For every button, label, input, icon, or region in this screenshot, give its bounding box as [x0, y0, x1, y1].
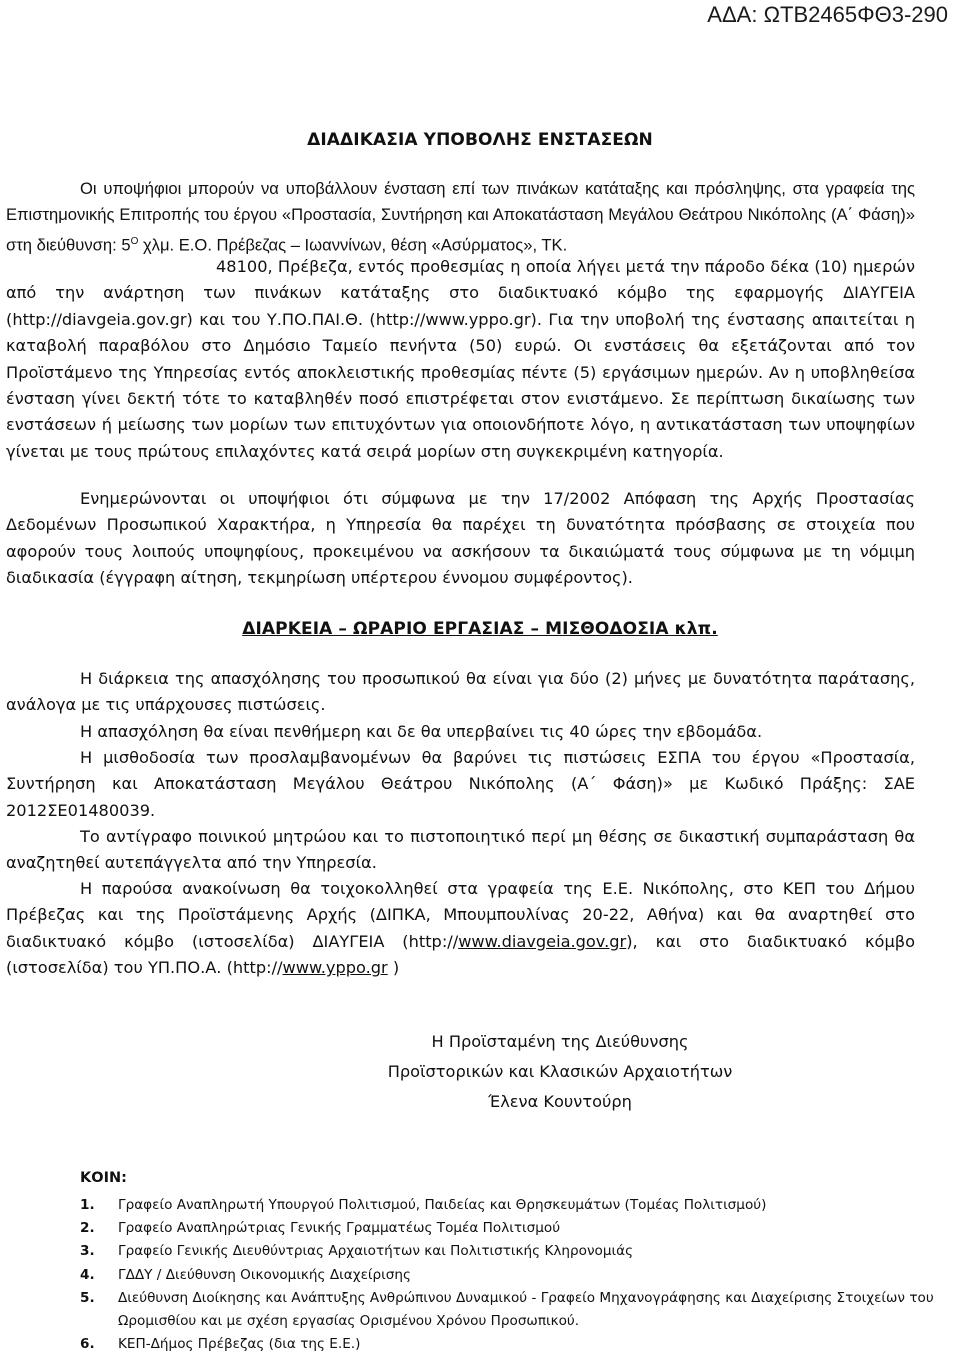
list-item: 4. ΓΔΔΥ / Διεύθυνση Οικονομικής Διαχείρισης — [80, 1266, 411, 1283]
ada-code: ΑΔΑ: ΩΤΒ2465ΦΘ3-290 — [707, 2, 948, 27]
section-title-duration: ΔΙΑΡΚΕΙΑ – ΩΡΑΡΙΟ ΕΡΓΑΣΙΑΣ – ΜΙΣΘΟΔΟΣΙΑ κλπ. — [242, 619, 718, 639]
paragraph-payroll: Η μισθοδοσία των προσλαμβανομένων θα βαρύνει τις πιστώσεις ΕΣΠΑ του έργου «Προστασία, Συντήρηση και Αποκατάσταση Μεγάλου Θεάτρου Νικόπολης (Α΄ Φάση)» με Κωδικό Πράξης: ΣΑΕ 2012ΣΕ01480039. — [6, 748, 915, 820]
signature-block — [380, 1027, 740, 1117]
signature-title: Η Προϊσταμένη της Διεύθυνσης — [431, 1032, 689, 1051]
recipients-list — [80, 1194, 940, 1356]
superscript-o: Ο — [130, 235, 139, 247]
paragraph-duration: Η διάρκεια της απασχόλησης του προσωπικού θα είναι για δύο (2) μήνες με δυνατότητα παράτασης, ανάλογα με τις υπάρχουσες πιστώσεις. — [6, 669, 915, 715]
signature-name: Έλενα Κουντούρη — [488, 1092, 632, 1111]
list-item: 3. Γραφείο Γενικής Διευθύντριας Αρχαιοτήτων και Πολιτιστικής Κληρονομιάς — [80, 1243, 634, 1260]
list-item: 5. Διεύθυνση Διοίκησης και Ανάπτυξης Ανθρώπινου Δυναμικού - Γραφείο Μηχανογράφησης και Διαχείρισης Στοιχείων του Ωρομισθίου και με σχέση εργασίας Ορισμένου Χρόνου Προσωπικού. — [80, 1289, 934, 1330]
link-diavgeia[interactable]: www.diavgeia.gov.gr — [458, 931, 627, 951]
signature-department: Προϊστορικών και Κλασικών Αρχαιοτήτων — [387, 1062, 733, 1081]
paragraph-hours: Η απασχόληση θα είναι πενθήμερη και δε θα υπερβαίνει τις 40 ώρες την εβδομάδα. — [80, 722, 763, 741]
list-item: 6. ΚΕΠ-Δήμος Πρέβεζας (δια της Ε.Ε.) — [80, 1336, 361, 1353]
link-yppo[interactable]: www.yppo.gr — [282, 958, 388, 978]
paragraph-objections-details: 48100, Πρέβεζα, εντός προθεσμίας η οποία λήγει μετά την πάροδο δέκα (10) ημερών από την ανάρτηση των πινάκων κατάταξης στο διαδικτυακό κόμβο της εφαρμογής ΔΙΑΥΓΕΙΑ (http://diavgeia.gov.gr) και του Υ.ΠΟ.ΠΑΙ.Θ. (http://www.yppo.gr). Για την υποβολή της ένστασης απαιτείται η καταβολή παραβόλου στο Δημόσιο Ταμείο πενήντα (50) ευρώ. Οι ενστάσεις θα εξετάζονται από τον Προϊστάμενο της Υπηρεσίας εντός αποκλειστικής προθεσμίας πέντε (5) εργάσιμων ημερών. Αν η υποβληθείσα ένσταση γίνει δεκτή τότε το καταβληθέν ποσό επιστρέφεται στον ενιστάμενο. Σε περίπτωση δικαίωσης των ενστάσεων ή μείωσης των μορίων των επιτυχόντων για οποιονδήποτε λόγο, η αντικατάσταση των υποψηφίων γίνεται με τους πρώτους επιλαχόντες κατά σειρά μορίων στη συγκεκριμένη κατηγορία. — [6, 257, 915, 461]
recipients-label: ΚΟΙΝ: — [80, 1170, 127, 1186]
paragraph-criminal-record: Το αντίγραφο ποινικού μητρώου και το πιστοποιητικό περί μη θέσης σε δικαστική συμπαράσταση θα αναζητηθεί αυτεπάγγελτα από την Υπηρεσία. — [6, 827, 915, 873]
paragraph-data-protection: Ενημερώνονται οι υποψήφιοι ότι σύμφωνα με την 17/2002 Απόφαση της Αρχής Προστασίας Δεδομένων Προσωπικού Χαρακτήρα, η Υπηρεσία θα παρέχει τη δυνατότητα πρόσβασης σε στοιχεία που αφορούν τους λοιπούς υποψηφίους, προκειμένου να ασκήσουν τα δικαιώματά τους σύμφωνα με τη νόμιμη διαδικασία (έγγραφη αίτηση, τεκμηρίωση υπέρτερου έννομου συμφέροντος). — [6, 489, 915, 588]
paragraph-objections-intro: Οι υποψήφιοι μπορούν να υποβάλλουν ένσταση επί των πινάκων κατάταξης και πρόσληψης, στα γραφεία της Επιστημονικής Επιτροπής του έργου «Προστασία, Συντήρηση και Αποκατάσταση Μεγάλου Θεάτρου Νικόπολης (Α΄ Φάση)» στη διεύθυνση: $5^O$ χλμ. Ε.Ο. Πρέβεζας – Ιωαννίνων, θέση «Ασύρματος», ΤΚ. — [6, 179, 915, 255]
paragraph-publication: Η παρούσα ανακοίνωση θα τοιχοκολληθεί στα γραφεία της Ε.Ε. Νικόπολης, στο ΚΕΠ του Δήμου Πρέβεζας και της Προϊστάμενης Αρχής (ΔΙΠΚΑ, Μπουμπουλίνας 20-22, Αθήνα) και θα αναρτηθεί στο διαδικτυακό κόμβο (ιστοσελίδα) ΔΙΑΥΓΕΙΑ (http://www.diavgeia.gov.gr), και στο διαδικτυακό κόμβο (ιστοσελίδα) του ΥΠ.ΠΟ.Α. (http://www.yppo.gr ) — [6, 879, 915, 978]
list-item: 2. Γραφείο Αναπληρώτριας Γενικής Γραμματέως Τομέα Πολιτισμού — [80, 1220, 561, 1237]
section-title-objections: ΔΙΑΔΙΚΑΣΙΑ ΥΠΟΒΟΛΗΣ ΕΝΣΤΑΣΕΩΝ — [307, 130, 653, 150]
list-item: 1. Γραφείο Αναπληρωτή Υπουργού Πολιτισμού, Παιδείας και Θρησκευμάτων (Τομέας Πολιτισμού) — [80, 1197, 767, 1213]
